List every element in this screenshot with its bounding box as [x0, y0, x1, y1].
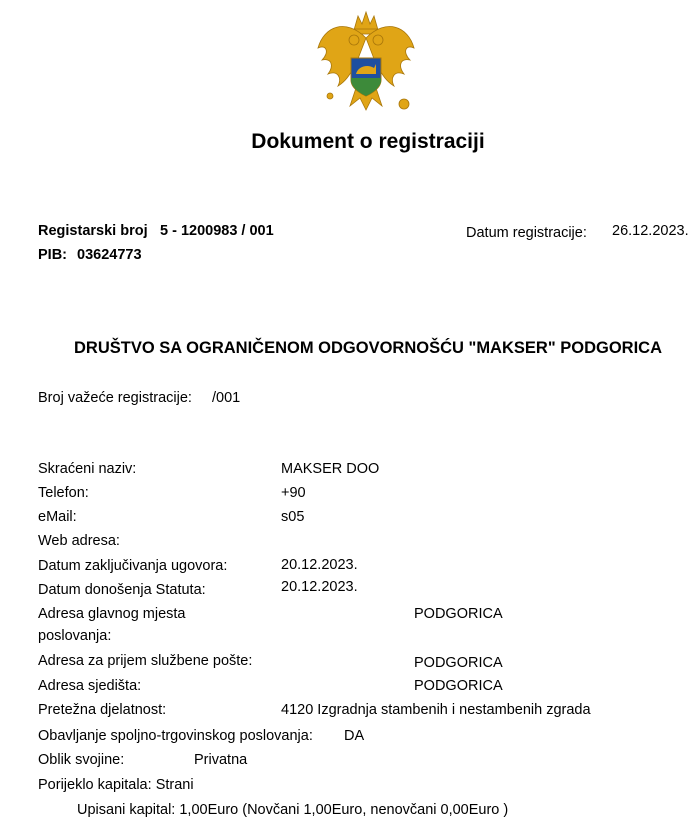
- activity-value: 4120 Izgradnja stambenih i nestambenih zgrada: [281, 702, 591, 718]
- coat-of-arms-icon: [316, 8, 416, 116]
- pib-value: 03624773: [77, 247, 142, 263]
- contract-date-label: Datum zaključivanja ugovora:: [38, 558, 228, 574]
- ownership-label: Oblik svojine:: [38, 752, 125, 768]
- phone-label: Telefon:: [38, 485, 89, 501]
- contract-date-value: 20.12.2023.: [281, 557, 358, 573]
- pib-label: PIB:: [38, 247, 67, 263]
- statute-date-value: 20.12.2023.: [281, 579, 358, 595]
- email-label: eMail:: [38, 509, 77, 525]
- short-name-label: Skraćeni naziv:: [38, 461, 137, 477]
- reg-date-label: Datum registracije:: [466, 225, 587, 241]
- capital-origin: [38, 776, 194, 794]
- ownership-value: Privatna: [194, 752, 248, 768]
- phone-value: +90: [281, 485, 306, 501]
- capital-origin-value: Strani: [155, 777, 194, 793]
- seat-address-value: PODGORICA: [414, 678, 503, 694]
- capital: [77, 801, 508, 819]
- company-full-name: DRUŠTVO SA OGRANIČENOM ODGOVORNOŠĆU "MAKSER" PODGORICA: [74, 339, 662, 357]
- activity-label: Pretežna djelatnost:: [38, 702, 167, 718]
- main-address-value: PODGORICA: [414, 606, 503, 622]
- capital-label: Upisani kapital:: [77, 802, 176, 818]
- main-address-label-line1: Adresa glavnog mjesta: [38, 606, 186, 622]
- email-value: s05: [281, 509, 305, 525]
- reg-number: 5 - 1200983 / 001: [160, 223, 274, 239]
- capital-origin-label: Porijeklo kapitala:: [38, 777, 152, 793]
- seat-address-label: Adresa sjedišta:: [38, 678, 142, 694]
- capital-value: 1,00Euro (Novčani 1,00Euro, nenovčani 0,00Euro ): [179, 802, 509, 818]
- statute-date-label: Datum donošenja Statuta:: [38, 582, 206, 598]
- short-name-value: MAKSER DOO: [281, 461, 380, 477]
- foreign-trade-value: DA: [344, 728, 365, 744]
- reg-number-label: Registarski broj: [38, 223, 148, 239]
- mail-address-label: Adresa za prijem službene pošte:: [38, 653, 253, 669]
- mail-address-value: PODGORICA: [414, 655, 503, 671]
- reg-date: 26.12.2023.: [612, 223, 689, 239]
- valid-reg-value: /001: [212, 390, 241, 406]
- foreign-trade-label: Obavljanje spoljno-trgovinskog poslovanja:: [38, 728, 313, 744]
- web-label: Web adresa:: [38, 533, 120, 549]
- valid-reg-label: Broj važeće registracije:: [38, 390, 192, 406]
- document-title: Dokument o registraciji: [251, 130, 485, 153]
- main-address-label-line2: poslovanja:: [38, 628, 112, 644]
